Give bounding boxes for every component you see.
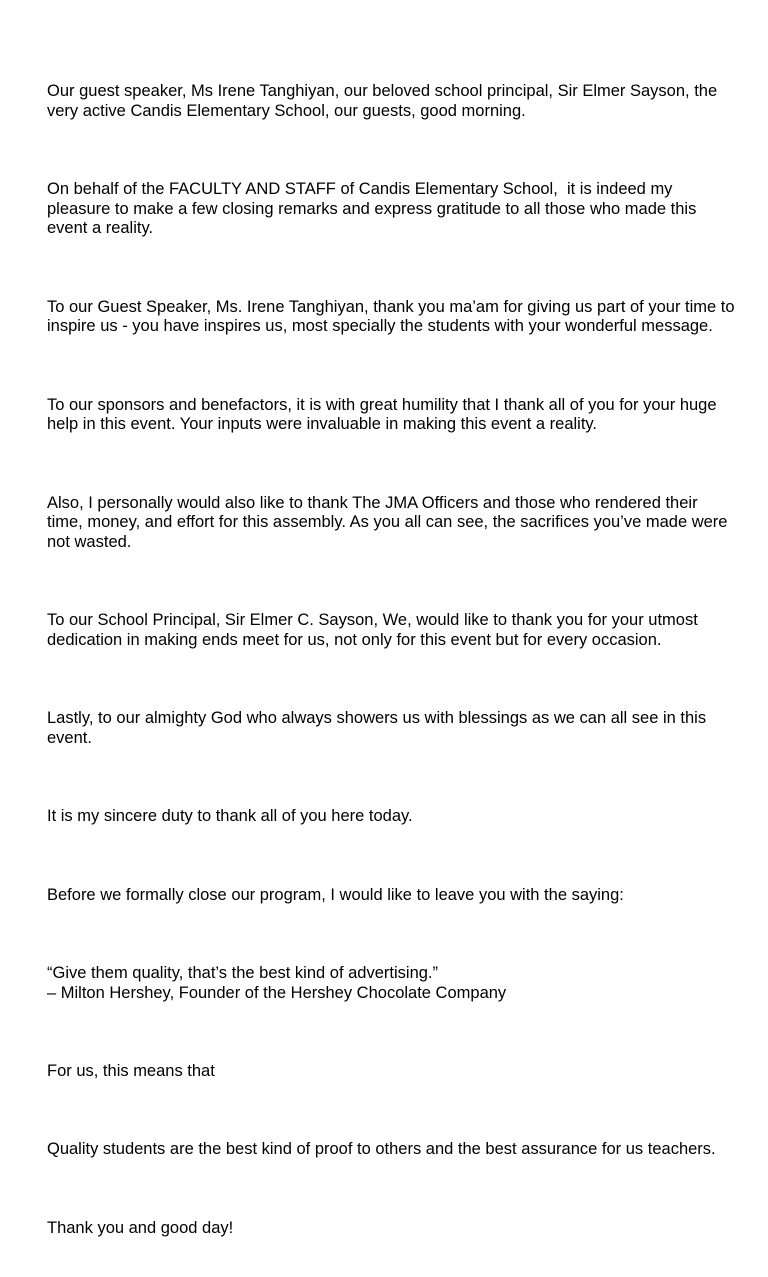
paragraph-thanks-guest-speaker: To our Guest Speaker, Ms. Irene Tanghiyan, thank you ma’am for giving us part of your time to inspire us - you have inspires us, most specially the students with your wonderful message. [47,297,740,336]
paragraph-behalf-of-faculty: On behalf of the FACULTY AND STAFF of Candis Elementary School, it is indeed my pleasure to make a few closing remarks and express gratitude to all those who made this event a reality. [47,180,701,238]
paragraph-thanks-principal: To our School Principal, Sir Elmer C. Sayson, We, would like to thank you for your utmost dedication in making ends meet for us, not only for this event but for every occasion. [47,611,703,649]
paragraph-thanks-sponsors: To our sponsors and benefactors, it is with great humility that I thank all of you for your huge help in this event. Your inputs were invaluable in making this event a reality. [47,395,722,434]
paragraph-quality-students: Quality students are the best kind of proof to others and the best assurance for us teachers. [47,1140,716,1159]
paragraph-opening-greeting: Our guest speaker, Ms Irene Tanghiyan, our beloved school principal, Sir Elmer Sayson, the very active Candis Elementary School, our guests, good morning. [47,82,722,120]
paragraph-sincere-duty: It is my sincere duty to thank all of you here today. [47,807,413,826]
document-page [47,43,740,1277]
paragraph-quote: “Give them quality, that’s the best kind of advertising.” – Milton Hershey, Founder of the Hershey Chocolate Company [47,963,507,1002]
paragraph-thanks-jma-officers: Also, I personally would also like to thank The JMA Officers and those who rendered their time, money, and effort for this assembly. As you all can see, the sacrifices you’ve made were not wasted. [47,493,733,551]
paragraph-meaning-intro: For us, this means that [47,1061,215,1080]
paragraph-closing: Thank you and good day! [47,1218,234,1237]
paragraph-thanks-god: Lastly, to our almighty God who always showers us with blessings as we can all see in this event. [47,709,711,747]
paragraph-saying-intro: Before we formally close our program, I would like to leave you with the saying: [47,885,624,904]
